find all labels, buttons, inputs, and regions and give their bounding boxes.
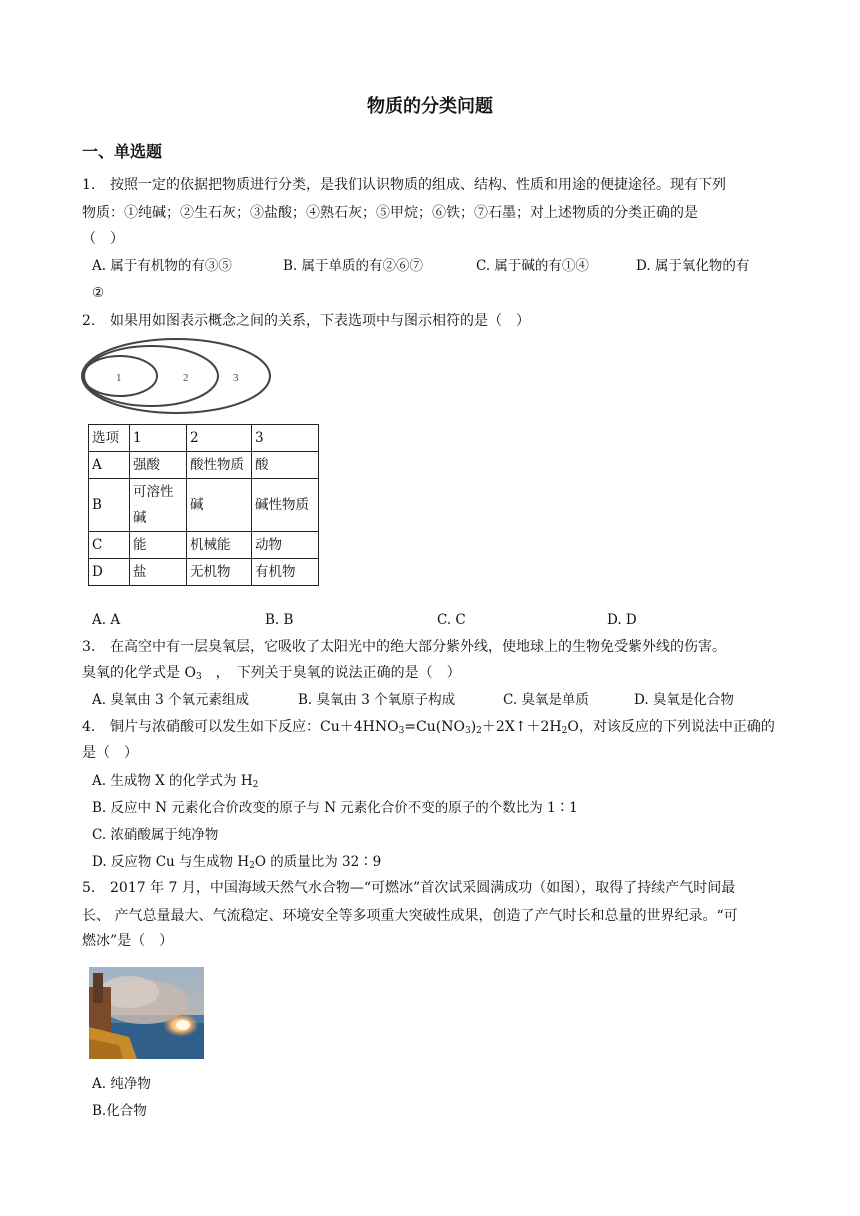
question-1-option-b[interactable]: B. 属于单质的有②⑥⑦ [283, 258, 424, 274]
diagram-label-2: 2 [183, 372, 189, 384]
page-title: 物质的分类问题 [367, 96, 493, 117]
table-cell: 机械能 [187, 532, 252, 559]
question-2-number: 2. [82, 313, 96, 329]
question-4-option-c[interactable]: C. 浓硝酸属于纯净物 [92, 827, 219, 843]
question-5-number: 5. [82, 880, 96, 896]
table-cell: D [89, 559, 130, 586]
diagram-label-3: 3 [233, 372, 239, 384]
question-1-option-d[interactable]: D. 属于氧化物的有 [636, 258, 750, 274]
table-cell: 酸性物质 [187, 452, 252, 479]
question-3-number: 3. [82, 639, 96, 655]
question-2-option-c[interactable]: C. C [437, 612, 466, 628]
table-cell: 碱性物质 [252, 479, 319, 532]
table-cell: 盐 [130, 559, 187, 586]
question-1-option-a[interactable]: A. 属于有机物的有③⑤ [92, 258, 232, 274]
question-3-line-1: 3. 在高空中有一层臭氧层，它吸收了太阳光中的绝大部分紫外线，使地球上的生物免受紫外线的伤害。 [82, 639, 726, 655]
question-1-line-1: 1. 按照一定的依据把物质进行分类，是我们认识物质的组成、结构、性质和用途的便捷途径。现有下列 [82, 177, 726, 193]
question-2-option-d[interactable]: D. D [607, 612, 637, 628]
ellipse-2 [84, 346, 218, 406]
question-3-option-c[interactable]: C. 臭氧是单质 [503, 692, 589, 708]
table-cell: 能 [130, 532, 187, 559]
question-4-option-a[interactable]: A. 生成物 X 的化学式为 $H_2$ [92, 773, 259, 790]
table-row [89, 452, 319, 479]
table-header-cell: 3 [252, 425, 319, 452]
table-cell: 无机物 [187, 559, 252, 586]
question-1-line-2: 物质：①纯碱；②生石灰；③盐酸；④熟石灰；⑤甲烷；⑥铁；⑦石墨；对上述物质的分类正确的是 [82, 205, 698, 221]
table-cell: 碱 [187, 479, 252, 532]
table-header-row [89, 425, 319, 452]
diagram-label-1: 1 [116, 372, 122, 384]
question-3-option-a[interactable]: A. 臭氧由 3 个氧元素组成 [92, 692, 250, 708]
question-4-line-2: 是（ ） [82, 745, 138, 761]
question-5-line-2: 长、 产气总量最大、气流稳定、环境安全等多项重大突破性成果，创造了产气时长和总量的世界纪录。“可 [82, 908, 738, 924]
table-cell: 酸 [252, 452, 319, 479]
table-row [89, 559, 319, 586]
ellipse-3 [82, 339, 270, 413]
question-2-option-b[interactable]: B. B [265, 612, 294, 628]
options-table [88, 424, 319, 586]
question-4-line-1: 4. 铜片与浓硝酸可以发生如下反应：$Cu+4HNO_3=Cu(NO_3)_2+2X↑+2H_2O$，对该反应的下列说法中正确的 [82, 719, 775, 736]
table-cell: 强酸 [130, 452, 187, 479]
table-cell: 可溶性碱 [130, 479, 187, 532]
table-header-cell: 2 [187, 425, 252, 452]
question-2-option-a[interactable]: A. A [92, 612, 121, 628]
question-3-line-2: 臭氧的化学式是 $O_3$ ， 下列关于臭氧的说法正确的是（ ） [82, 665, 461, 682]
question-1-option-d-continued: ② [92, 285, 105, 301]
table-cell: 动物 [252, 532, 319, 559]
question-4-number: 4. [82, 719, 96, 735]
question-4-option-d[interactable]: D. 反应物 Cu 与生成物 $H_2O$ 的质量比为 32∶9 [92, 854, 382, 871]
table-cell: A [89, 452, 130, 479]
section-heading: 一、单选题 [82, 142, 163, 161]
combustible-ice-photo [89, 967, 204, 1059]
table-row [89, 479, 319, 532]
table-cell: 有机物 [252, 559, 319, 586]
table-header-cell: 选项 [89, 425, 130, 452]
question-2-line-1: 2. 如果用如图表示概念之间的关系，下表选项中与图示相符的是（ ） [82, 313, 530, 329]
question-1-number: 1. [82, 177, 96, 193]
question-5-option-a[interactable]: A. 纯净物 [92, 1076, 151, 1092]
question-3-option-b[interactable]: B. 臭氧由 3 个氧原子构成 [298, 692, 456, 708]
table-row [89, 532, 319, 559]
concept-venn-diagram [80, 334, 276, 414]
question-1-option-c[interactable]: C. 属于碱的有①④ [476, 258, 589, 274]
question-1-line-3: （ ） [82, 231, 124, 247]
table-cell: C [89, 532, 130, 559]
table-header-cell: 1 [130, 425, 187, 452]
question-5-option-b[interactable]: B.化合物 [92, 1103, 147, 1119]
question-5-line-1: 5. 2017 年 7 月，中国海域天然气水合物—“可燃冰”首次试采圆满成功（如图），取得了持续产气时间最 [82, 880, 736, 896]
question-4-option-b[interactable]: B. 反应中 N 元素化合价改变的原子与 N 元素化合价不变的原子的个数比为 1∶1 [92, 800, 578, 816]
table-cell: B [89, 479, 130, 532]
question-3-option-d[interactable]: D. 臭氧是化合物 [634, 692, 734, 708]
question-5-line-3: 燃冰”是（ ） [82, 933, 174, 949]
